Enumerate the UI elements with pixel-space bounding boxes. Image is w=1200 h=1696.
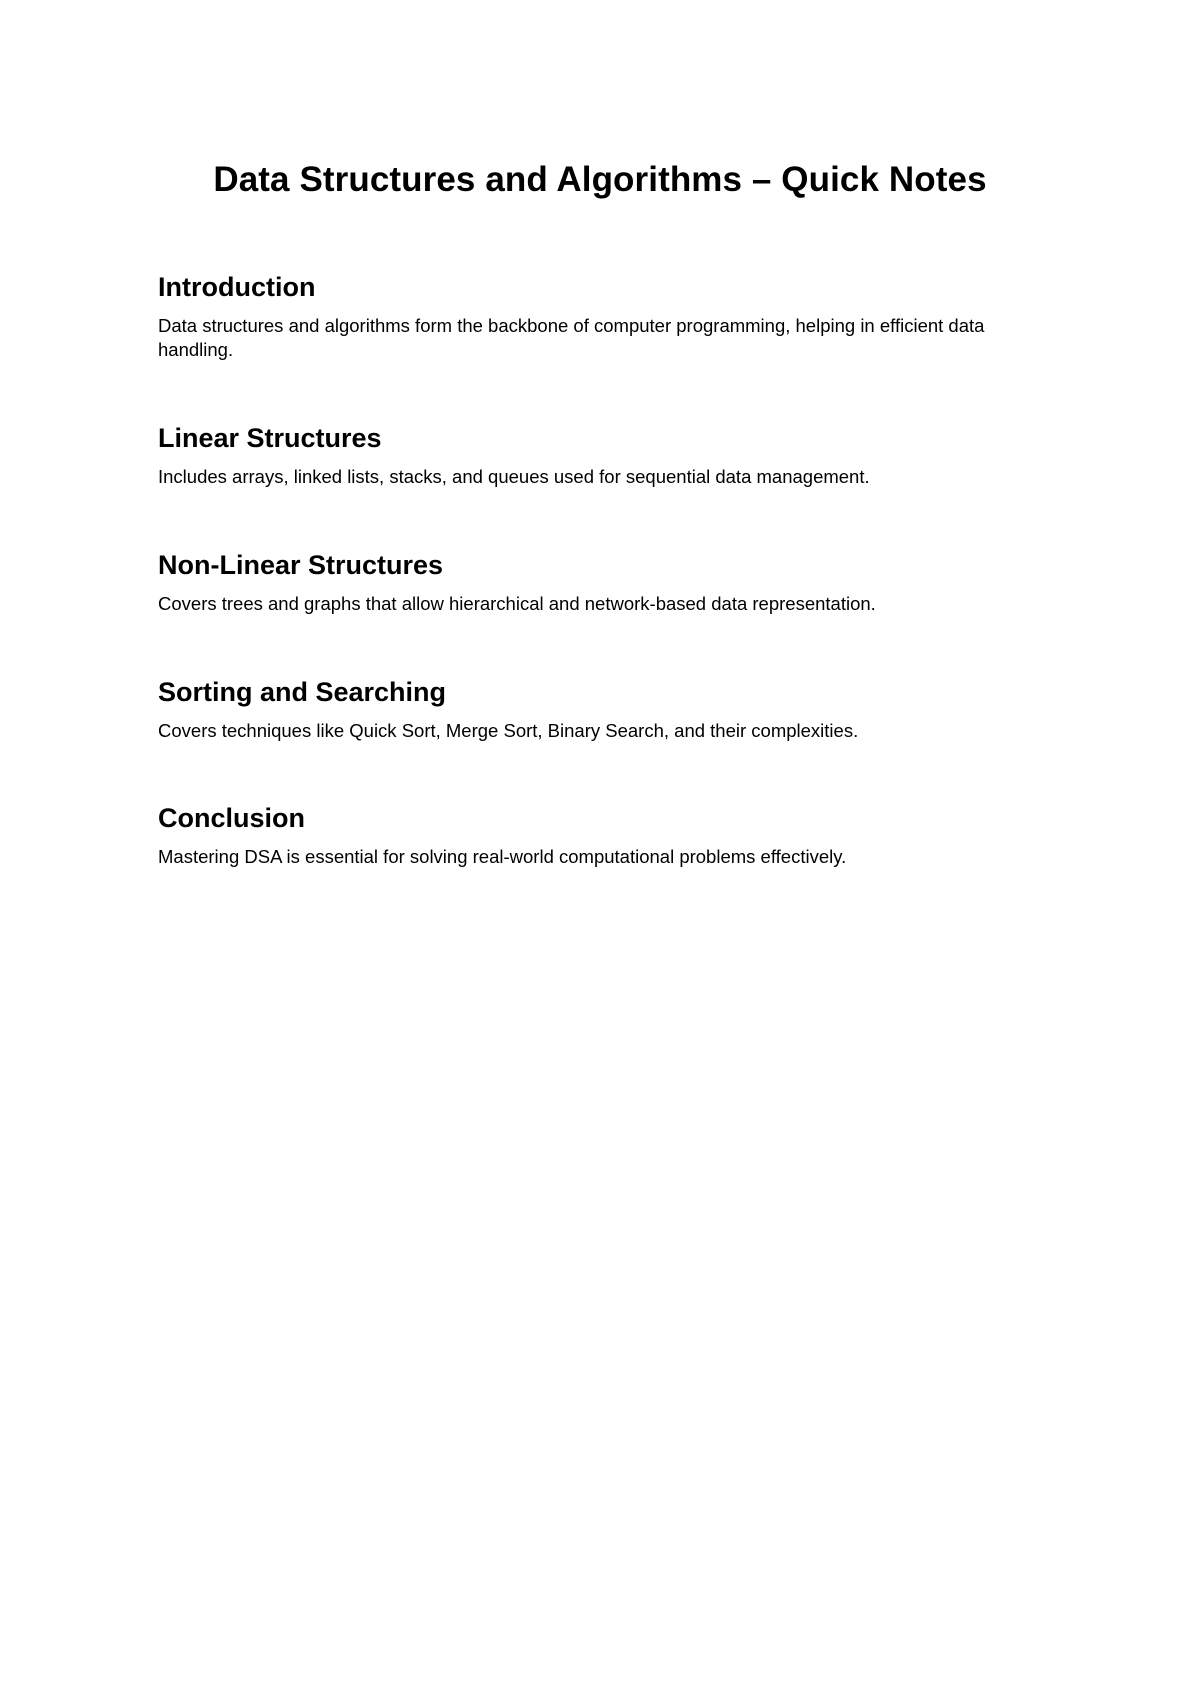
document-title: Data Structures and Algorithms – Quick Notes <box>213 160 987 199</box>
section-body: Data structures and algorithms form the backbone of computer programming, helping in efficient data handling. <box>158 315 985 360</box>
section-heading: Introduction <box>158 272 316 302</box>
section-linear-structures <box>158 421 1038 489</box>
section-heading: Sorting and Searching <box>158 677 447 707</box>
section-heading: Conclusion <box>158 803 305 833</box>
section-conclusion <box>158 801 1038 869</box>
section-body: Covers trees and graphs that allow hierarchical and network-based data representation. <box>158 593 876 614</box>
section-body: Mastering DSA is essential for solving real-world computational problems effectively. <box>158 846 847 867</box>
section-sorting-and-searching <box>158 675 1038 743</box>
section-heading: Non-Linear Structures <box>158 550 444 580</box>
section-body: Includes arrays, linked lists, stacks, and queues used for sequential data management. <box>158 466 870 487</box>
section-introduction <box>158 270 1038 362</box>
section-heading: Linear Structures <box>158 423 382 453</box>
section-non-linear-structures <box>158 548 1038 616</box>
section-body: Covers techniques like Quick Sort, Merge Sort, Binary Search, and their complexities. <box>158 720 859 741</box>
